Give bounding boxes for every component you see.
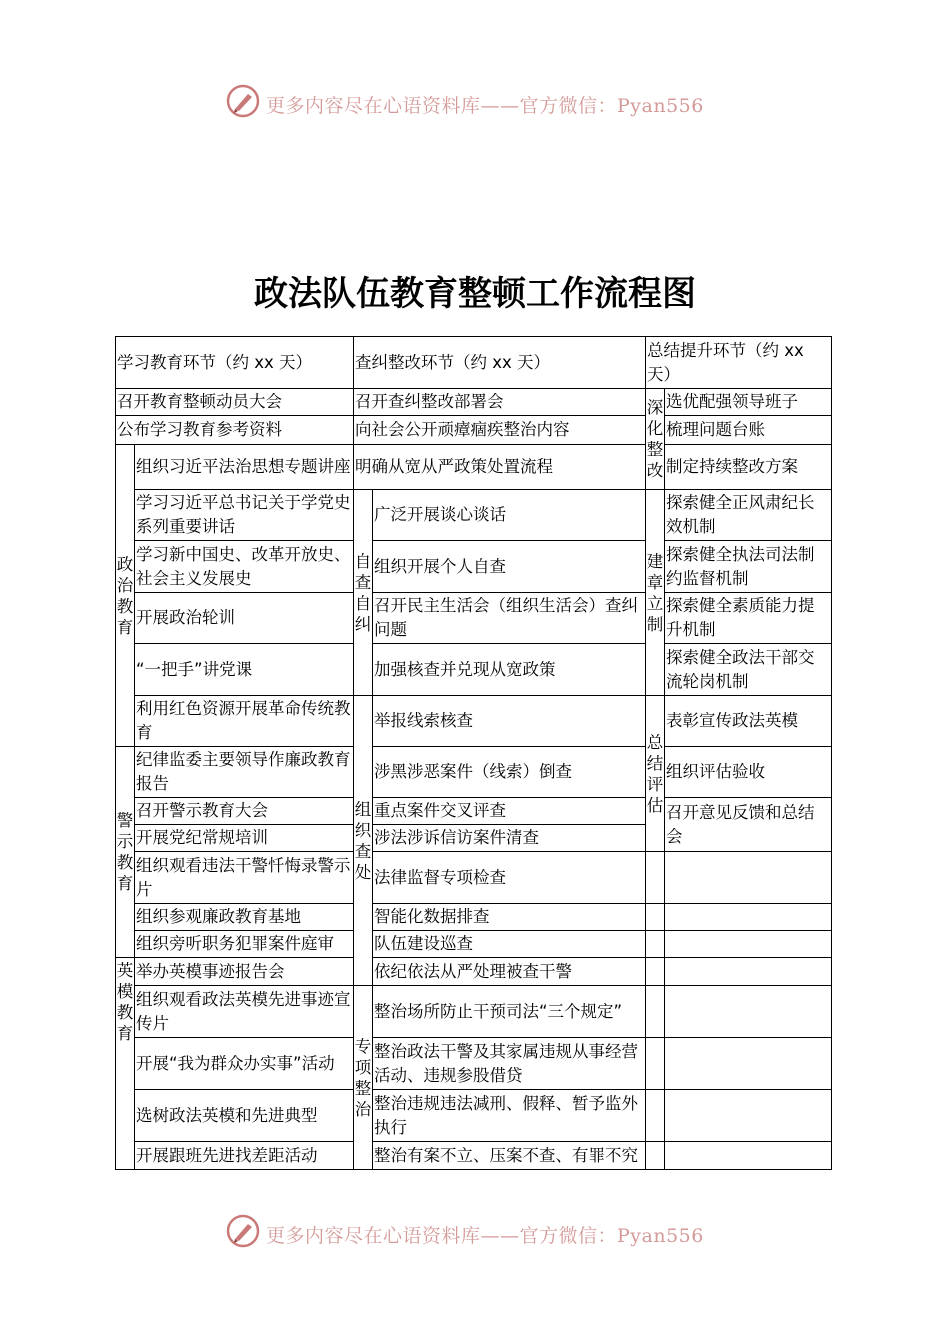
self-check-label: 自查自纠 — [353, 489, 373, 696]
page-title: 政法队伍教育整顿工作流程图 — [254, 274, 696, 314]
watermark-text: 更多内容尽在心语资料库——官方微信：Pyan556 — [266, 95, 704, 117]
deepen-item: 制定持续整改方案 — [664, 444, 832, 490]
org-item: 依纪依法从严处理被查干警 — [372, 957, 646, 986]
hero-item: 组织观看政法英模先进事迹宣传片 — [134, 985, 354, 1038]
watermark-top — [0, 82, 950, 122]
empty-cell — [664, 1037, 832, 1090]
political-item: 开展政治轮训 — [134, 592, 354, 644]
hero-item: 举办英模事迹报告会 — [134, 957, 354, 986]
empty-cell — [664, 851, 832, 904]
empty-cell — [664, 1089, 832, 1142]
self-check-item: 召开民主生活会（组织生活会）查纠问题 — [372, 592, 646, 644]
warning-item: 组织参观廉政教育基地 — [134, 903, 354, 931]
warning-education-label: 警示教育 — [115, 746, 135, 958]
header-study: 学习教育环节（约 xx 天） — [115, 336, 354, 389]
summary-item: 表彰宣传政法英模 — [664, 695, 832, 747]
empty-cell — [645, 1141, 665, 1170]
build-item: 探索健全政法干部交流轮岗机制 — [664, 643, 832, 696]
empty-cell — [645, 1089, 665, 1142]
empty-cell — [664, 930, 832, 958]
political-item: 组织习近平法治思想专题讲座 — [134, 444, 354, 490]
deepen-item: 梳理问题台账 — [664, 415, 832, 445]
build-item: 探索健全执法司法制约监督机制 — [664, 540, 832, 593]
warning-item: 组织旁听职务犯罪案件庭审 — [134, 930, 354, 958]
warning-item: 召开警示教育大会 — [134, 797, 354, 825]
empty-cell — [645, 1037, 665, 1090]
special-rectify-label: 专项整治 — [353, 985, 373, 1170]
rectify-policy: 明确从宽从严政策处置流程 — [353, 444, 646, 490]
warning-item: 纪律监委主要领导作廉政教育报告 — [134, 746, 354, 798]
warning-item: 组织观看违法干警忏悔录警示片 — [134, 851, 354, 904]
special-item: 整治违规违法减刑、假释、暂予监外执行 — [372, 1089, 646, 1142]
org-item: 重点案件交叉评查 — [372, 797, 646, 825]
org-item: 涉黑涉恶案件（线索）倒查 — [372, 746, 646, 798]
org-item: 举报线索核查 — [372, 695, 646, 747]
org-item: 法律监督专项检查 — [372, 851, 646, 904]
self-check-item: 组织开展个人自查 — [372, 540, 646, 593]
header-summary: 总结提升环节（约 xx 天） — [645, 336, 832, 389]
study-materials: 公布学习教育参考资料 — [115, 415, 354, 445]
empty-cell — [645, 930, 665, 958]
empty-cell — [664, 957, 832, 986]
org-item: 智能化数据排查 — [372, 903, 646, 931]
empty-cell — [645, 985, 665, 1038]
rectify-deploy: 召开查纠整改部署会 — [353, 388, 646, 416]
watermark-bottom — [0, 1212, 950, 1252]
build-system-label: 建章立制 — [645, 489, 665, 696]
warning-item: 开展党纪常规培训 — [134, 824, 354, 852]
self-check-item: 广泛开展谈心谈话 — [372, 489, 646, 541]
special-item: 整治场所防止干预司法“三个规定” — [372, 985, 646, 1038]
build-item: 探索健全素质能力提升机制 — [664, 592, 832, 644]
pen-logo-icon — [226, 1214, 260, 1248]
deepen-item: 选优配强领导班子 — [664, 388, 832, 416]
org-investigation-label: 组织查处 — [353, 695, 373, 986]
empty-cell — [645, 957, 665, 986]
org-item: 队伍建设巡查 — [372, 930, 646, 958]
summary-item: 组织评估验收 — [664, 746, 832, 798]
rectify-publish: 向社会公开顽瘴痼疾整治内容 — [353, 415, 646, 445]
hero-item: 开展“我为群众办实事”活动 — [134, 1037, 354, 1090]
political-item: “一把手”讲党课 — [134, 643, 354, 696]
deepen-label: 深化整改 — [645, 388, 665, 490]
study-mobilization: 召开教育整顿动员大会 — [115, 388, 354, 416]
special-item: 整治有案不立、压案不查、有罪不究 — [372, 1141, 646, 1170]
political-item: 学习新中国史、改革开放史、社会主义发展史 — [134, 540, 354, 593]
hero-item: 选树政法英模和先进典型 — [134, 1089, 354, 1142]
org-item: 涉法涉诉信访案件清查 — [372, 824, 646, 852]
empty-cell — [664, 985, 832, 1038]
pen-logo-icon — [226, 84, 260, 118]
special-item: 整治政法干警及其家属违规从事经营活动、违规参股借贷 — [372, 1037, 646, 1090]
hero-education-label: 英模教育 — [115, 957, 135, 1170]
summary-eval-label: 总结评估 — [645, 695, 665, 852]
watermark-text: 更多内容尽在心语资料库——官方微信：Pyan556 — [266, 1225, 704, 1247]
political-education-label: 政治教育 — [115, 444, 135, 747]
summary-item: 召开意见反馈和总结会 — [664, 797, 832, 852]
hero-item: 开展跟班先进找差距活动 — [134, 1141, 354, 1170]
political-item: 学习习近平总书记关于学党史系列重要讲话 — [134, 489, 354, 541]
empty-cell — [664, 903, 832, 931]
empty-cell — [645, 851, 665, 904]
empty-cell — [664, 1141, 832, 1170]
self-check-item: 加强核查并兑现从宽政策 — [372, 643, 646, 696]
political-item: 利用红色资源开展革命传统教育 — [134, 695, 354, 747]
build-item: 探索健全正风肃纪长效机制 — [664, 489, 832, 541]
header-rectify: 查纠整改环节（约 xx 天） — [353, 336, 646, 389]
empty-cell — [645, 903, 665, 931]
